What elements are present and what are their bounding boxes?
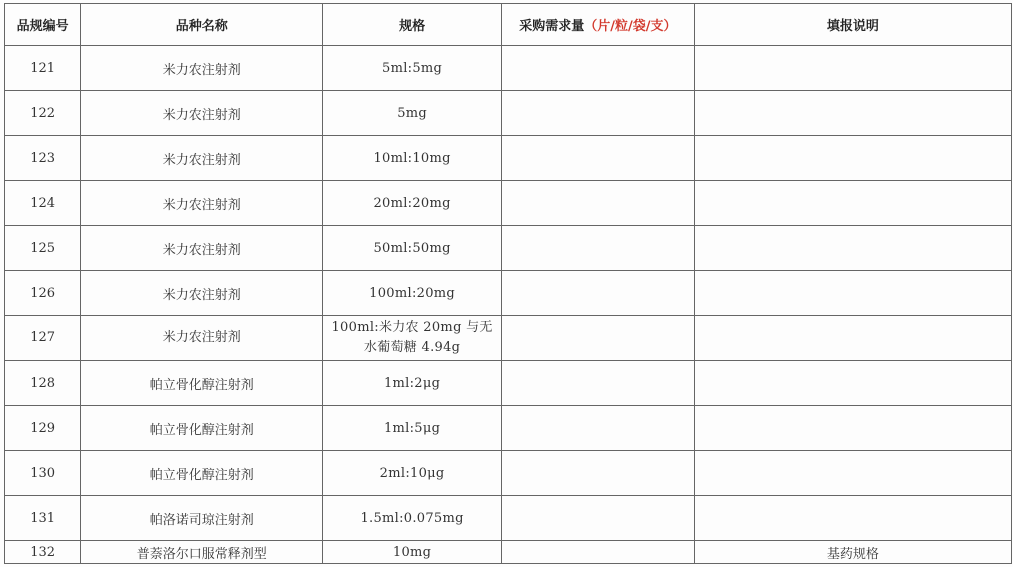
cell-qty[interactable] bbox=[501, 271, 694, 316]
cell-qty[interactable] bbox=[501, 136, 694, 181]
cell-spec: 1ml:5μg bbox=[323, 406, 502, 451]
cell-spec: 5mg bbox=[323, 91, 502, 136]
cell-name: 普萘洛尔口服常释剂型 bbox=[81, 541, 323, 564]
cell-spec: 20ml:20mg bbox=[323, 181, 502, 226]
cell-id: 132 bbox=[5, 541, 81, 564]
cell-name: 米力农注射剂 bbox=[81, 91, 323, 136]
cell-spec: 1ml:2μg bbox=[323, 361, 502, 406]
table-row bbox=[5, 451, 1012, 496]
cell-id: 129 bbox=[5, 406, 81, 451]
cell-id: 131 bbox=[5, 496, 81, 541]
table-row bbox=[5, 91, 1012, 136]
cell-note[interactable] bbox=[694, 181, 1011, 226]
cell-note[interactable] bbox=[694, 136, 1011, 181]
cell-id: 121 bbox=[5, 46, 81, 91]
cell-id: 126 bbox=[5, 271, 81, 316]
cell-name: 米力农注射剂 bbox=[81, 181, 323, 226]
table-row bbox=[5, 226, 1012, 271]
cell-id: 122 bbox=[5, 91, 81, 136]
header-name: 品种名称 bbox=[81, 4, 323, 46]
cell-note[interactable]: 基药规格 bbox=[694, 541, 1011, 564]
cell-note[interactable] bbox=[694, 451, 1011, 496]
cell-id: 123 bbox=[5, 136, 81, 181]
cell-qty[interactable] bbox=[501, 451, 694, 496]
cell-id: 127 bbox=[5, 316, 81, 361]
cell-name: 帕洛诺司琼注射剂 bbox=[81, 496, 323, 541]
cell-note[interactable] bbox=[694, 271, 1011, 316]
cell-qty[interactable] bbox=[501, 226, 694, 271]
cell-qty[interactable] bbox=[501, 406, 694, 451]
cell-spec: 10ml:10mg bbox=[323, 136, 502, 181]
cell-qty[interactable] bbox=[501, 46, 694, 91]
table-row bbox=[5, 181, 1012, 226]
cell-id: 128 bbox=[5, 361, 81, 406]
table-row bbox=[5, 46, 1012, 91]
table-row bbox=[5, 136, 1012, 181]
cell-qty[interactable] bbox=[501, 496, 694, 541]
table-row bbox=[5, 406, 1012, 451]
cell-name: 米力农注射剂 bbox=[81, 136, 323, 181]
cell-spec: 2ml:10μg bbox=[323, 451, 502, 496]
cell-spec: 1.5ml:0.075mg bbox=[323, 496, 502, 541]
cell-note[interactable] bbox=[694, 46, 1011, 91]
table-row bbox=[5, 316, 1012, 361]
cell-note[interactable] bbox=[694, 496, 1011, 541]
header-qty-label: 采购需求量 bbox=[519, 19, 585, 34]
header-row bbox=[5, 4, 1012, 46]
header-qty bbox=[501, 4, 694, 46]
cell-name: 米力农注射剂 bbox=[81, 46, 323, 91]
header-spec: 规格 bbox=[323, 4, 502, 46]
cell-qty[interactable] bbox=[501, 316, 694, 361]
cell-spec: 100ml:米力农 20mg 与无水葡萄糖 4.94g bbox=[323, 316, 502, 361]
table-row bbox=[5, 541, 1012, 564]
cell-qty[interactable] bbox=[501, 361, 694, 406]
cell-id: 124 bbox=[5, 181, 81, 226]
table-row bbox=[5, 361, 1012, 406]
cell-note[interactable] bbox=[694, 91, 1011, 136]
cell-note[interactable] bbox=[694, 226, 1011, 271]
header-id: 品规编号 bbox=[5, 4, 81, 46]
cell-qty[interactable] bbox=[501, 541, 694, 564]
cell-spec: 10mg bbox=[323, 541, 502, 564]
cell-name: 帕立骨化醇注射剂 bbox=[81, 406, 323, 451]
table-row bbox=[5, 496, 1012, 541]
cell-qty[interactable] bbox=[501, 181, 694, 226]
cell-qty[interactable] bbox=[501, 91, 694, 136]
procurement-table bbox=[4, 3, 1012, 564]
table-row bbox=[5, 271, 1012, 316]
header-qty-unit: （片/粒/袋/支） bbox=[584, 19, 677, 34]
cell-id: 125 bbox=[5, 226, 81, 271]
cell-id: 130 bbox=[5, 451, 81, 496]
cell-name: 米力农注射剂 bbox=[81, 271, 323, 316]
cell-name: 米力农注射剂 bbox=[81, 226, 323, 271]
header-note: 填报说明 bbox=[694, 4, 1011, 46]
cell-name: 帕立骨化醇注射剂 bbox=[81, 361, 323, 406]
cell-note[interactable] bbox=[694, 406, 1011, 451]
cell-spec: 100ml:20mg bbox=[323, 271, 502, 316]
cell-spec: 50ml:50mg bbox=[323, 226, 502, 271]
cell-name: 米力农注射剂 bbox=[81, 316, 323, 361]
cell-note[interactable] bbox=[694, 316, 1011, 361]
cell-note[interactable] bbox=[694, 361, 1011, 406]
cell-spec: 5ml:5mg bbox=[323, 46, 502, 91]
cell-name: 帕立骨化醇注射剂 bbox=[81, 451, 323, 496]
